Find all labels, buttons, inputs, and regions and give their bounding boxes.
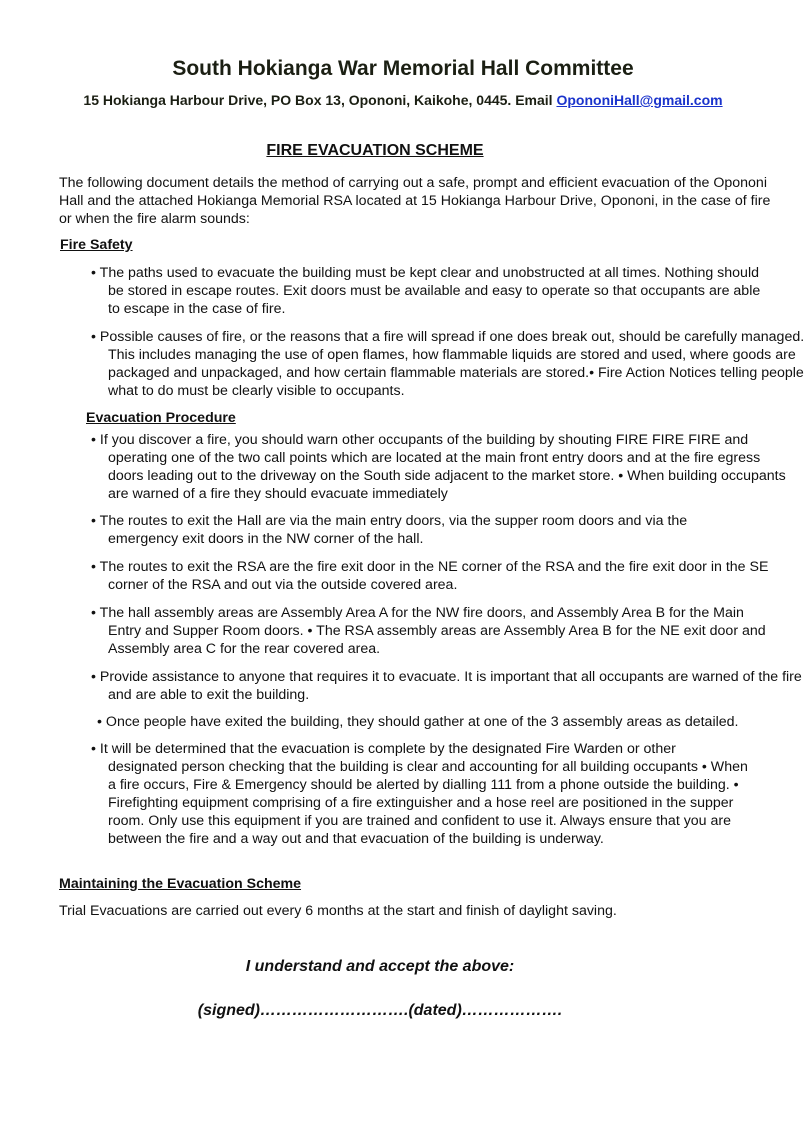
document-title: FIRE EVACUATION SCHEME xyxy=(266,142,484,159)
intro-paragraph: The following document details the method of carrying out a safe, prompt and efficient evacuation of the Opononi Hall and the attached Hokianga Memorial RSA located at 15 Hokianga Harbour Drive, Opononi, in the case of fire or when the fire alarm sounds: xyxy=(59,175,771,227)
email-link[interactable]: OpononiHall@gmail.com xyxy=(556,92,723,108)
evacuation-item-6: • Once people have exited the building, they should gather at one of the 3 assembly areas as detailed. xyxy=(97,714,739,730)
fire-safety-item-1: • The paths used to evacuate the building must be kept clear and unobstructed at all times. Nothing should be stored in escape routes. Exit doors must be available and easy to operate so that occupants are able to escape in the case of fire. xyxy=(91,265,761,317)
fire-safety-heading: Fire Safety xyxy=(60,237,133,253)
fire-safety-item-2: • Possible causes of fire, or the reasons that a fire will spread if one does break out, should be carefully managed. This includes managing the use of open flames, how flammable liquids are stored and used, where goods are packaged and unpackaged, and how certain flammable materials are stored.• Fire Action Notices telling people what to do must be clearly visible to occupants. xyxy=(91,329,805,399)
signature-line: (signed)……………………….(dated)………………. xyxy=(197,1002,563,1019)
evacuation-item-5: • Provide assistance to anyone that requires it to evacuate. It is important that all occupants are warned of the fire and are able to exit the building. xyxy=(91,669,802,703)
address-line xyxy=(0,92,806,108)
maintaining-text: Trial Evacuations are carried out every 6 months at the start and finish of daylight saving. xyxy=(59,903,617,919)
evacuation-item-2: • The routes to exit the Hall are via the main entry doors, via the supper room doors and via the emergency exit doors in the NW corner of the hall. xyxy=(91,513,688,547)
evacuation-item-1: • If you discover a fire, you should warn other occupants of the building by shouting FIRE FIRE FIRE and operating one of the two call points which are located at the main front entry doors and at the fire egress doors leading out to the driveway on the South side adjacent to the market store. • When building occupants are warned of a fire they should evacuate immediately xyxy=(91,432,786,502)
acceptance-statement: I understand and accept the above: xyxy=(245,958,515,975)
maintaining-heading: Maintaining the Evacuation Scheme xyxy=(59,876,302,892)
address-text: 15 Hokianga Harbour Drive, PO Box 13, Opononi, Kaikohe, 0445. Email xyxy=(83,92,557,108)
evacuation-item-3: • The routes to exit the RSA are the fire exit door in the NE corner of the RSA and the fire exit door in the SE corner of the RSA and out via the outside covered area. xyxy=(91,559,769,593)
evacuation-procedure-heading: Evacuation Procedure xyxy=(86,410,236,426)
org-title: South Hokianga War Memorial Hall Committee xyxy=(172,57,634,80)
evacuation-item-4: • The hall assembly areas are Assembly Area A for the NW fire doors, and Assembly Area B for the Main Entry and Supper Room doors. • The RSA assembly areas are Assembly Area B for the NE exit door and Assembly area C for the rear covered area. xyxy=(91,605,766,657)
evacuation-item-7: • It will be determined that the evacuation is complete by the designated Fire Warden or other designated person checking that the building is clear and accounting for all building occupants • When a fire occurs, Fire & Emergency should be alerted by dialling 111 from a phone outside the building. • Firefighting equipment comprising of a fire extinguisher and a hose reel are positioned in the supper room. Only use this equipment if you are trained and confident to use it. Always ensure that you are between the fire and a way out and that evacuation of the building is underway. xyxy=(91,741,748,847)
